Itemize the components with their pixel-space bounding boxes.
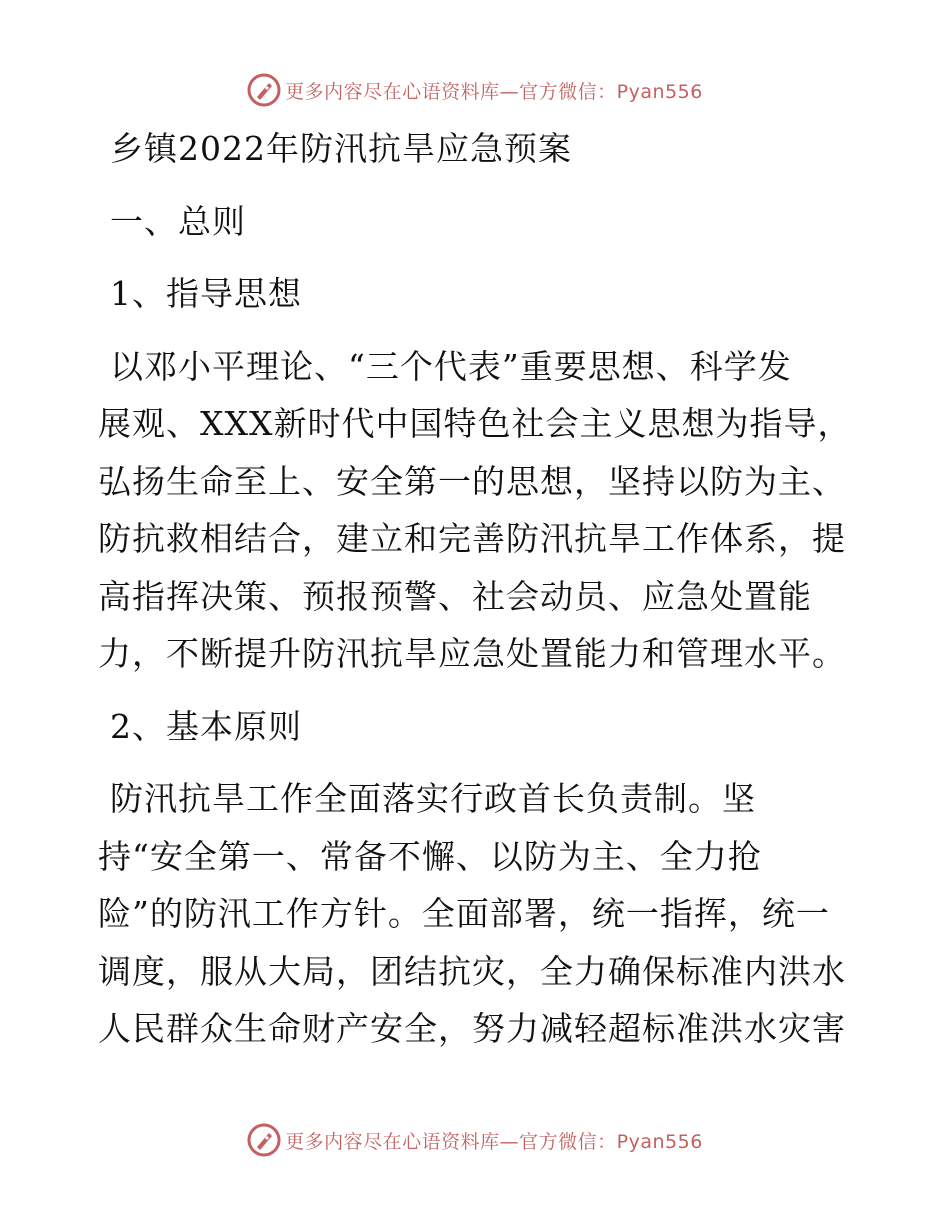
watermark-banner-top xyxy=(0,70,950,110)
paragraph-line: 高指挥决策、预报预警、社会动员、应急处置能 xyxy=(98,576,812,616)
paragraph-line: 防汛抗旱工作全面落实行政首长负责制。坚 xyxy=(110,779,756,818)
watermark-text: 更多内容尽在心语资料库—官方微信：Pyan556 xyxy=(285,80,703,103)
section-heading-general: 一、总则 xyxy=(110,201,246,241)
paragraph-line: 以邓小平理论、“三个代表”重要思想、科学发 xyxy=(110,346,792,386)
watermark-banner-bottom xyxy=(0,1120,950,1160)
watermark-text: 更多内容尽在心语资料库—官方微信：Pyan556 xyxy=(285,1130,703,1153)
paragraph-line: 险”的防汛工作方针。全面部署，统一指挥，统一 xyxy=(98,894,830,933)
paragraph-line: 调度，服从大局，团结抗灾，全力确保标准内洪水 xyxy=(98,951,846,991)
paragraph-line: 防抗救相结合，建立和完善防汛抗旱工作体系，提 xyxy=(98,519,846,558)
subheading-basic-principles: 2、基本原则 xyxy=(110,706,302,746)
paragraph-basic-principles xyxy=(98,770,858,1058)
paragraph-line: 展观、XXX新时代中国特色社会主义思想为指导， xyxy=(98,404,852,443)
pen-nib-logo-icon xyxy=(247,1123,281,1157)
document-body xyxy=(98,120,858,1058)
paragraph-line: 弘扬生命至上、安全第一的思想，坚持以防为主、 xyxy=(98,461,846,501)
document-title: 乡镇2022年防汛抗旱应急预案 xyxy=(110,129,572,168)
paragraph-line: 持“安全第一、常备不懈、以防为主、全力抢 xyxy=(98,836,762,876)
pen-nib-logo-icon xyxy=(247,73,281,107)
paragraph-guiding-ideology xyxy=(98,338,858,683)
subheading-guiding-ideology: 1、指导思想 xyxy=(110,274,302,313)
paragraph-line: 力，不断提升防汛抗旱应急处置能力和管理水平。 xyxy=(98,634,846,673)
paragraph-line: 人民群众生命财产安全，努力减轻超标准洪水灾害 xyxy=(98,1009,846,1048)
